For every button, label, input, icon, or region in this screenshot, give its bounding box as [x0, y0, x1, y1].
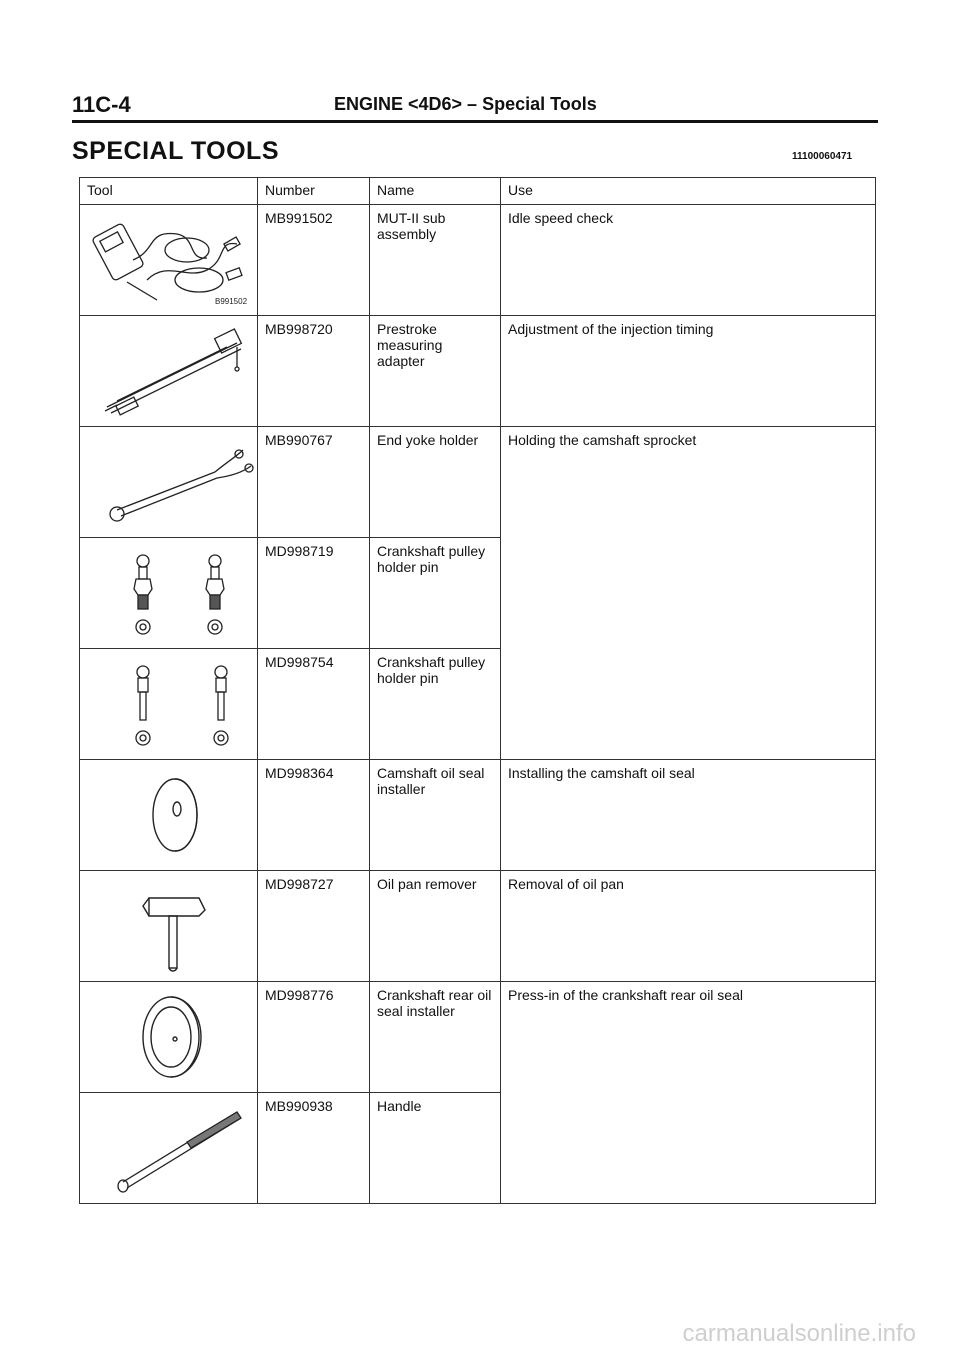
- handle-icon: [87, 1098, 257, 1198]
- section-code: 11100060471: [792, 151, 853, 162]
- cell-use: [501, 649, 876, 760]
- cell-use: [501, 538, 876, 649]
- table-row: [80, 205, 876, 316]
- cell-number: MD998776: [258, 982, 370, 1093]
- cell-name: Crankshaft pulley holder pin: [370, 538, 501, 649]
- cell-name: Handle: [370, 1093, 501, 1204]
- cell-name: Crankshaft pulley holder pin: [370, 649, 501, 760]
- column-header-use: Use: [501, 178, 876, 205]
- cell-number: MD998754: [258, 649, 370, 760]
- cell-number: MD998719: [258, 538, 370, 649]
- cell-number: MB990767: [258, 427, 370, 538]
- watermark: carmanualsonline.info: [682, 1320, 916, 1347]
- table-row: [80, 649, 876, 760]
- section-title: SPECIAL TOOLS: [72, 137, 280, 165]
- table-row: [80, 982, 876, 1093]
- cell-use: Idle speed check: [501, 205, 876, 316]
- holder-pin-long-icon: [87, 654, 257, 754]
- image-caption: B991502: [215, 297, 248, 306]
- tool-image-cell: [80, 538, 258, 649]
- tool-image-cell: [80, 649, 258, 760]
- cell-number: MB998720: [258, 316, 370, 427]
- cell-use: Press-in of the crankshaft rear oil seal: [501, 982, 876, 1093]
- end-yoke-holder-icon: [87, 432, 257, 532]
- table-row: [80, 1093, 876, 1204]
- special-tools-table: [79, 177, 876, 1204]
- tool-image-cell: [80, 982, 258, 1093]
- cell-name: Crankshaft rear oil seal installer: [370, 982, 501, 1093]
- tool-image-cell: [80, 205, 258, 316]
- rear-seal-installer-icon: [87, 987, 257, 1087]
- cell-use: [501, 1093, 876, 1204]
- cell-name: Oil pan remover: [370, 871, 501, 982]
- page-number: 11C-4: [72, 92, 131, 117]
- tool-image-cell: [80, 427, 258, 538]
- tool-image-cell: [80, 1093, 258, 1204]
- column-header-tool: Tool: [80, 178, 258, 205]
- column-header-number: Number: [258, 178, 370, 205]
- cell-name: Prestroke measuring adapter: [370, 316, 501, 427]
- cell-number: MD998364: [258, 760, 370, 871]
- cell-use: Installing the camshaft oil seal: [501, 760, 876, 871]
- cell-use: Removal of oil pan: [501, 871, 876, 982]
- cell-name: End yoke holder: [370, 427, 501, 538]
- tool-image-cell: [80, 871, 258, 982]
- mut-ii-tester-icon: [87, 210, 257, 310]
- prestroke-adapter-icon: [87, 321, 257, 421]
- table-row: [80, 871, 876, 982]
- holder-pin-bolt-icon: [87, 543, 257, 643]
- cell-use: Adjustment of the injection timing: [501, 316, 876, 427]
- oil-pan-remover-icon: [87, 876, 257, 976]
- tool-image-cell: [80, 316, 258, 427]
- cell-name: MUT-II sub assembly: [370, 205, 501, 316]
- tool-image-cell: [80, 760, 258, 871]
- table-row: [80, 760, 876, 871]
- cell-name: Camshaft oil seal installer: [370, 760, 501, 871]
- cell-number: MB990938: [258, 1093, 370, 1204]
- table-header-row: [80, 178, 876, 205]
- table-row: [80, 316, 876, 427]
- cell-number: MD998727: [258, 871, 370, 982]
- table-row: [80, 538, 876, 649]
- page-header-title: ENGINE <4D6> – Special Tools: [334, 94, 597, 114]
- table-row: [80, 427, 876, 538]
- camshaft-seal-installer-icon: [87, 765, 257, 865]
- header-rule: [72, 120, 878, 123]
- cell-use: Holding the camshaft sprocket: [501, 427, 876, 538]
- cell-number: MB991502: [258, 205, 370, 316]
- column-header-name: Name: [370, 178, 501, 205]
